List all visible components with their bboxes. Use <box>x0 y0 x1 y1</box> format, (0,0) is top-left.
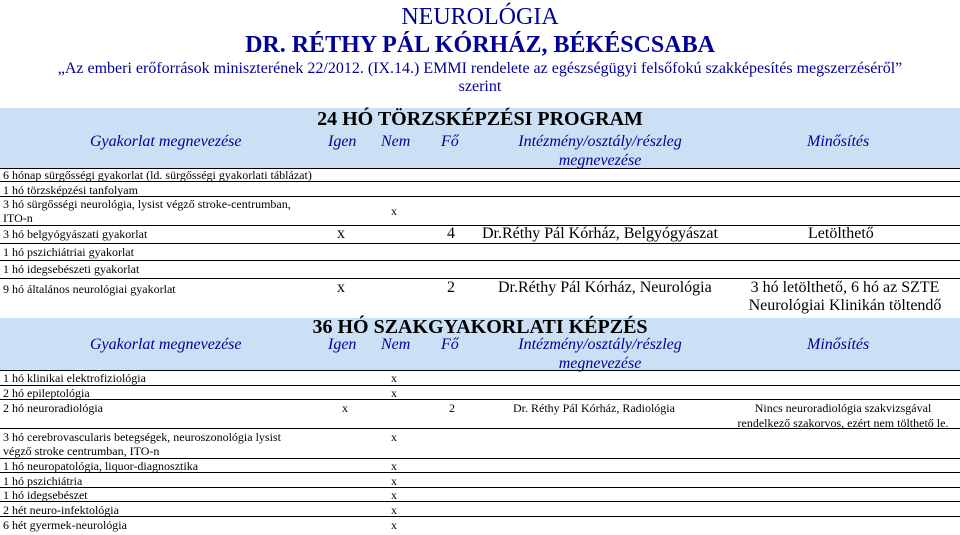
table-cell-rating: 3 hó letölthető, 6 hó az SZTE <box>750 279 940 296</box>
col-header-count: Fő <box>441 336 459 353</box>
regulation-reference: „Az emberi erőforrások miniszterének 22/2012. (IX.14.) EMMI rendelete az egészségügyi felsőfokú szakképesítés megszerzéséről” <box>57 60 903 77</box>
col-header-institution-cont: megnevezése <box>558 355 642 372</box>
row-divider <box>0 399 960 400</box>
row-divider <box>0 181 960 182</box>
table-cell-no: x <box>391 503 397 517</box>
table-cell-no: x <box>391 371 397 385</box>
table-cell-no: x <box>391 204 397 218</box>
table-cell-institution: Dr. Réthy Pál Kórház, Radiológia <box>513 401 675 415</box>
row-divider <box>0 516 960 517</box>
table-cell-rating: Letölthető <box>808 225 874 242</box>
table-row-name: 6 hónap sürgősségi gyakorlat (ld. sürgősségi gyakorlati táblázat) <box>3 168 312 182</box>
row-divider <box>0 243 960 244</box>
col-header-name: Gyakorlat megnevezése <box>90 133 242 150</box>
table-row-name: 2 hó neuroradiológia <box>3 401 103 415</box>
table-cell-no: x <box>391 459 397 473</box>
table-row-name: 3 hó belgyógyászati gyakorlat <box>3 227 148 241</box>
table-cell-rating-cont: rendelkező szakorvos, ezért nem tölthető le. <box>737 416 949 430</box>
table-row-name: 1 hó klinikai elektrofiziológia <box>3 371 146 385</box>
col-header-institution: Intézmény/osztály/részleg <box>518 133 682 150</box>
table-cell-rating-cont: Neurológiai Klinikán töltendő <box>748 297 942 314</box>
table-cell-yes: x <box>337 225 345 242</box>
table-row-name: 1 hó neuropatológia, liquor-diagnosztika <box>3 459 199 473</box>
table-cell-count: 2 <box>447 279 455 296</box>
section2-title: 36 HÓ SZAKGYAKORLATI KÉPZÉS <box>312 316 648 338</box>
row-divider <box>0 428 960 429</box>
col-header-count: Fő <box>441 133 459 150</box>
table-row-name: 9 hó általános neurológiai gyakorlat <box>3 282 176 296</box>
page-title: NEUROLÓGIA <box>401 4 559 30</box>
row-divider <box>0 487 960 488</box>
table-row-name: 2 hét neuro-infektológia <box>3 503 119 517</box>
row-divider <box>0 385 960 386</box>
row-divider <box>0 260 960 261</box>
col-header-yes: Igen <box>328 336 357 353</box>
table-row-name: 1 hó pszichiátriai gyakorlat <box>3 245 134 259</box>
table-cell-institution: Dr.Réthy Pál Kórház, Belgyógyászat <box>482 225 718 242</box>
table-cell-yes: x <box>342 401 348 415</box>
table-row-name: 3 hó cerebrovascularis betegségek, neuroszonológia lysist <box>3 430 281 444</box>
table-row-name: 1 hó törzsképzési tanfolyam <box>3 183 138 197</box>
table-row-name: 6 hét gyermek-neurológia <box>3 518 127 532</box>
col-header-yes: Igen <box>328 133 357 150</box>
regulation-reference-cont: szerint <box>458 78 502 95</box>
col-header-rating: Minősítés <box>807 336 870 353</box>
table-row-name: 3 hó sürgősségi neurológia, lysist végző stroke-centrumban, <box>3 197 291 211</box>
col-header-name: Gyakorlat megnevezése <box>90 336 242 353</box>
table-row-name: 1 hó idegsebészet <box>3 488 88 502</box>
hospital-name: DR. RÉTHY PÁL KÓRHÁZ, BÉKÉSCSABA <box>245 32 715 58</box>
col-header-no: Nem <box>381 336 411 353</box>
table-row-name: 2 hó epileptológia <box>3 386 90 400</box>
table-cell-no: x <box>391 386 397 400</box>
table-cell-rating: Nincs neuroradiológia szakvizsgával <box>754 401 932 415</box>
table-cell-no: x <box>391 488 397 502</box>
table-row-name-cont: ITO-n <box>3 211 33 225</box>
table-row-name: 1 hó idegsebészeti gyakorlat <box>3 262 140 276</box>
row-divider <box>0 472 960 473</box>
table-cell-institution: Dr.Réthy Pál Kórház, Neurológia <box>498 279 712 296</box>
table-cell-no: x <box>391 474 397 488</box>
table-cell-no: x <box>391 518 397 532</box>
row-divider <box>0 501 960 502</box>
col-header-institution-cont: megnevezése <box>558 152 642 169</box>
section1-title: 24 HÓ TÖRZSKÉPZÉSI PROGRAM <box>317 108 643 130</box>
table-cell-no: x <box>391 430 397 444</box>
table-row-name-cont: végző stroke centrumban, ITO-n <box>3 444 160 458</box>
col-header-rating: Minősítés <box>807 133 870 150</box>
table-cell-count: 4 <box>447 225 455 242</box>
table-cell-count: 2 <box>449 401 455 415</box>
table-row-name: 1 hó pszichiátria <box>3 474 83 488</box>
col-header-no: Nem <box>381 133 411 150</box>
col-header-institution: Intézmény/osztály/részleg <box>518 336 682 353</box>
table-cell-yes: x <box>337 279 345 296</box>
